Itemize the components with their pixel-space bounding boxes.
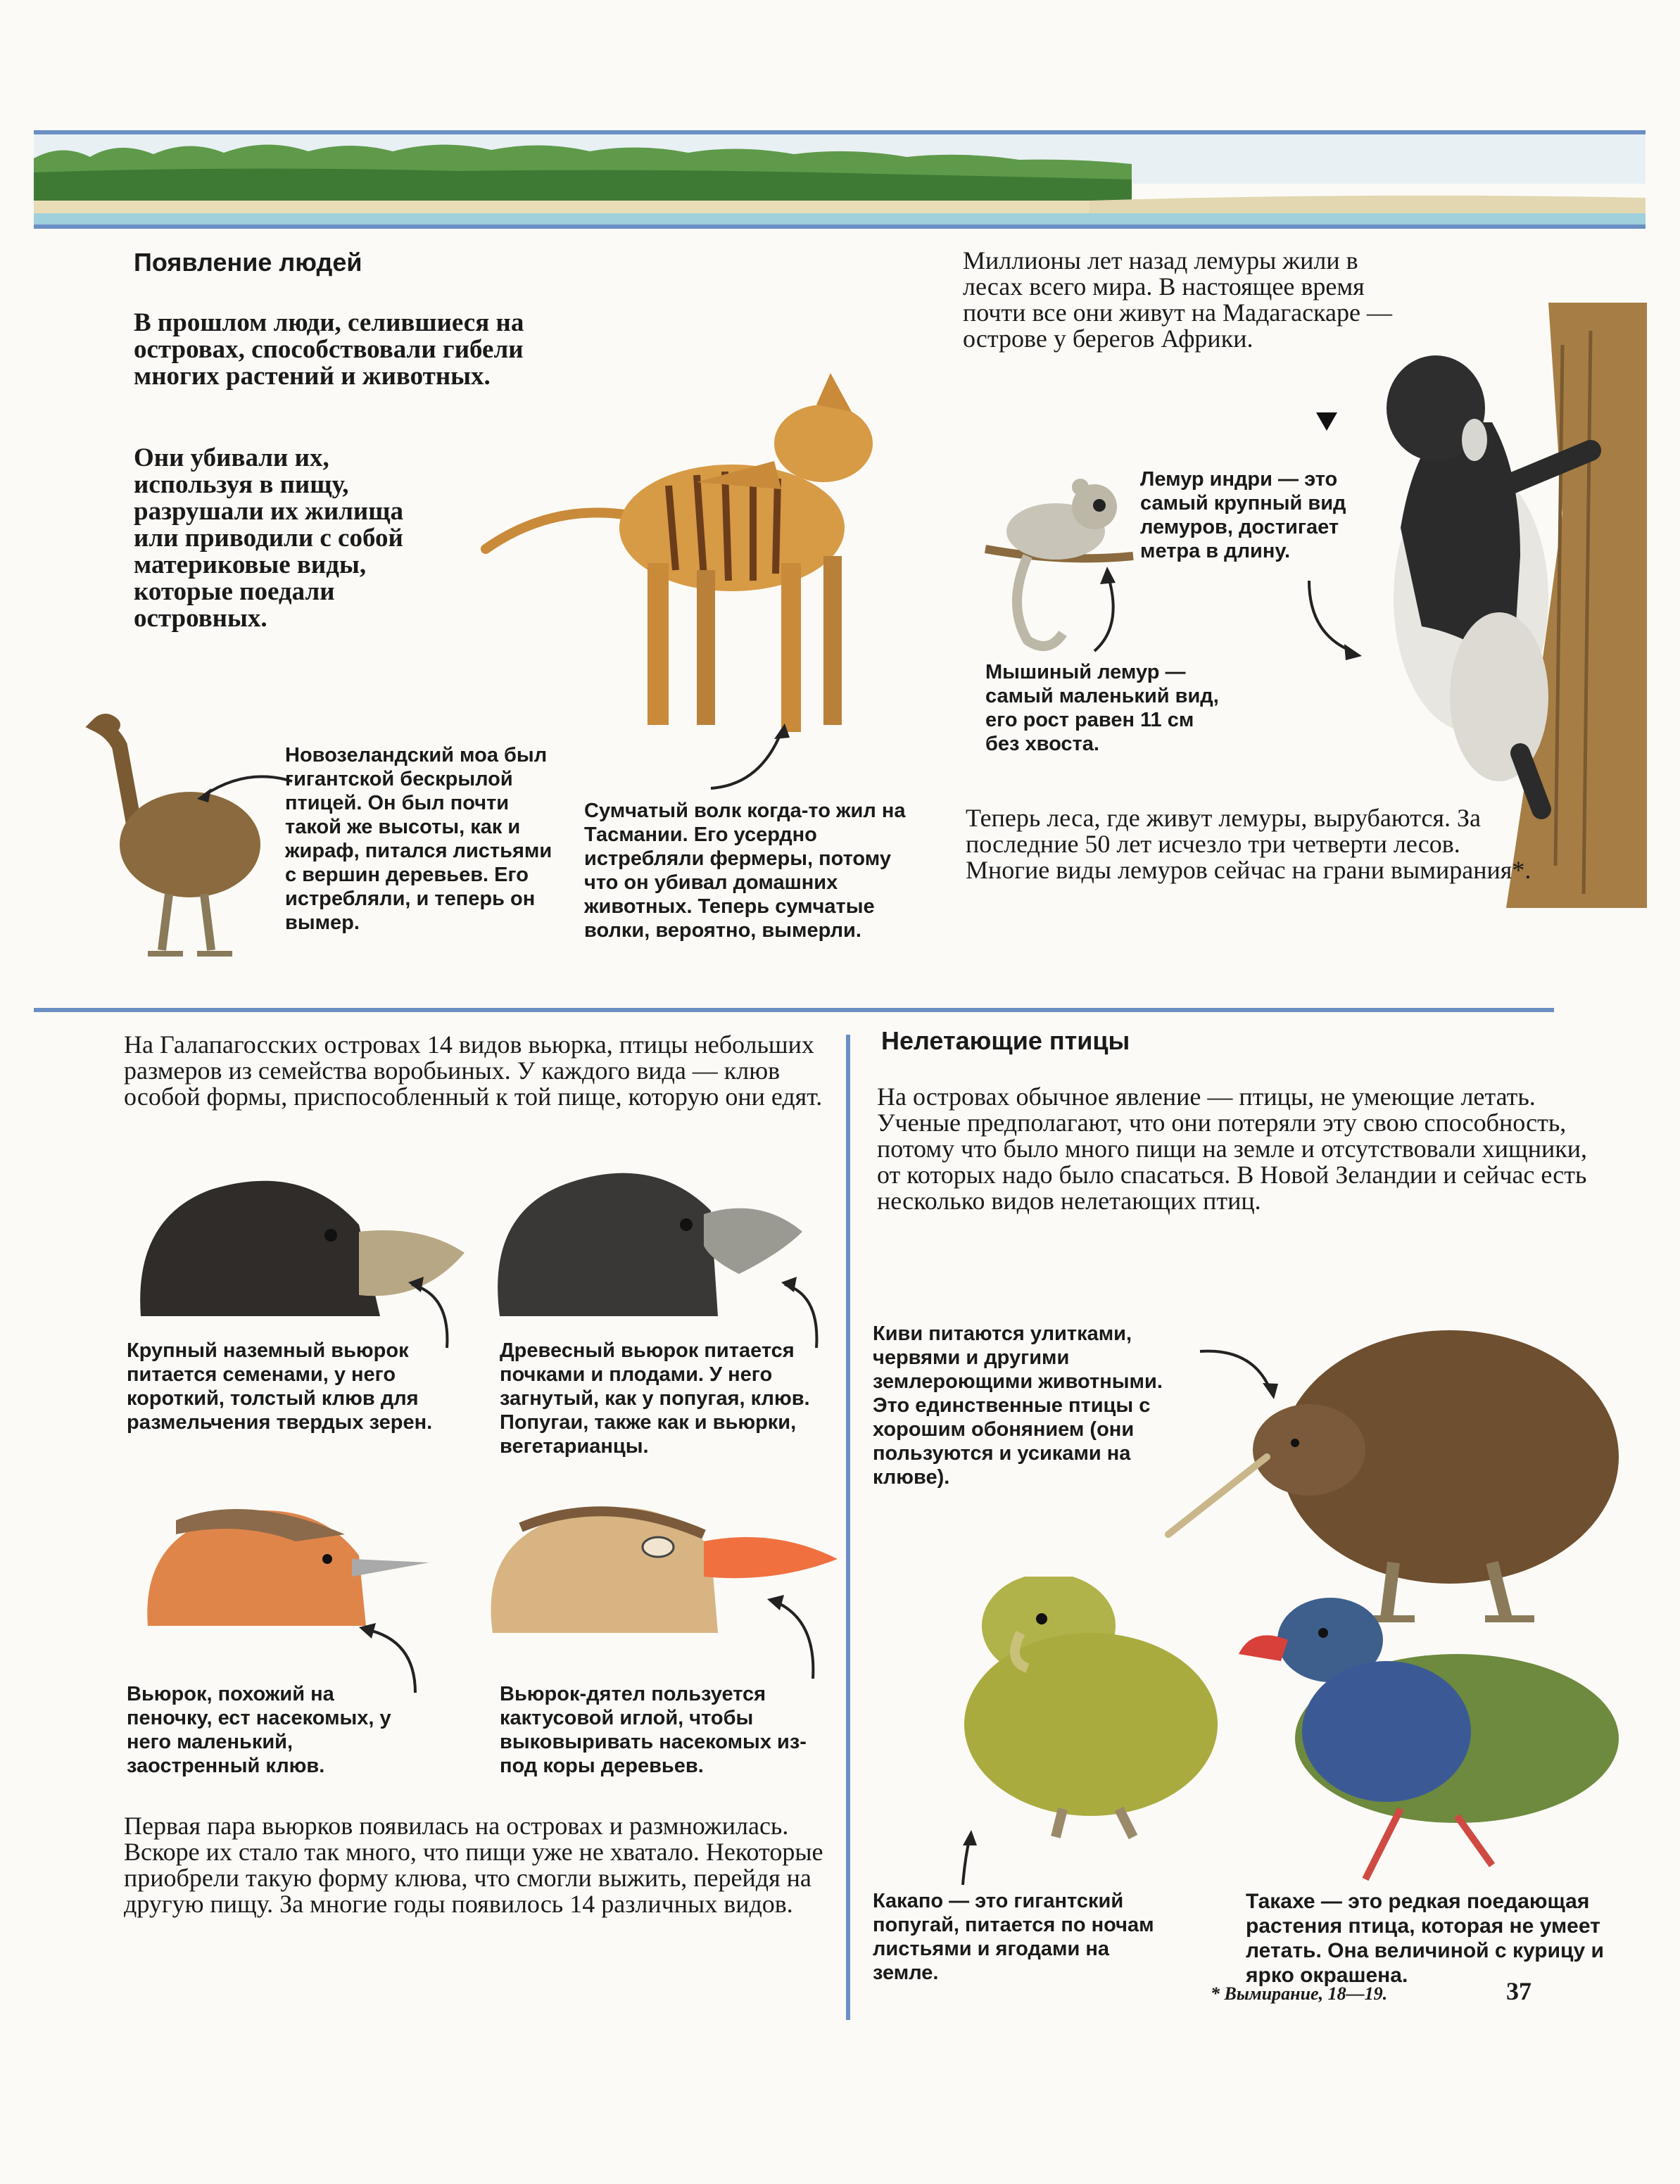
wolf-arrow-icon xyxy=(704,718,795,795)
thylacine-illustration xyxy=(457,338,978,746)
lemurs-footer: Теперь леса, где живут лемуры, вырубаются. За последние 50 лет исчезло три четверти лесов. Многие виды лемуров сейчас на грани вымирания*. xyxy=(966,804,1531,884)
mouse-lemur-caption: Мышиный лемур — самый маленький вид, его рост равен 11 см без хвоста. xyxy=(985,661,1219,755)
moa-caption: Новозеландский моа был гигантской бескрылой птицей. Он был почти такой же высоты, как и жираф, питался листьями с вершин деревьев. Его истребляли, и теперь он вымер. xyxy=(285,744,552,934)
tree-finch-illustration xyxy=(486,1154,823,1323)
section-heading-humans: Появление людей xyxy=(134,248,362,277)
kakapo-illustration xyxy=(936,1577,1267,1844)
takahe-caption: Такахе — это редкая поедающая растения птица, которая не умеет летать. Она величиной с курицу и ярко окрашена. xyxy=(1246,1890,1604,1987)
lemurs-intro: Миллионы лет назад лемуры жили в лесах всего мира. В настоящее время почти все они живут на Мадагаскаре — острове у берегов Африки. xyxy=(963,246,1392,353)
woodpecker-finch-caption: Вьюрок-дятел пользуется кактусовой иглой, чтобы выковыривать насекомых из-под коры деревьев. xyxy=(500,1683,807,1777)
column-divider xyxy=(846,1035,850,2020)
indri-caption: Лемур индри — это самый крупный вид лемуров, достигает метра в длину. xyxy=(1140,468,1346,562)
kiwi-caption: Киви питаются улитками, червями и другими землероющими животными. Это единственные птицы с хорошим обонянием (они пользуются и усиками на клюве). xyxy=(873,1323,1163,1489)
kakapo-caption: Какапо — это гигантский попугай, питается по ночам листьями и ягодами на земле. xyxy=(873,1890,1154,1984)
mouse-lemur-arrow-icon xyxy=(1087,563,1130,655)
section-heading-flightless: Нелетающие птицы xyxy=(881,1026,1130,1055)
wolf-caption: Сумчатый волк когда-то жил на Тасмании. Его усердно истребляли фермеры, потому что он убивал домашних животных. Теперь сумчатые волки, вероятно, вымерли. xyxy=(584,800,906,942)
ground-finch-caption: Крупный наземный вьюрок питается семенами, у него короткий, толстый клюв для размельчения твердых зерен. xyxy=(127,1339,433,1434)
down-triangle-icon xyxy=(1316,412,1337,431)
takahe-illustration xyxy=(1225,1591,1619,1886)
flightless-intro: На островах обычное явление — птицы, не умеющие летать. Ученые предполагают, что они потеряли эту свою способность, потому что было много пищи на земле и отсутствовали хищники, от которых надо было спасаться. В Новой Зеландии и сейчас есть несколько видов нелетающих птиц. xyxy=(877,1082,1588,1215)
finches-intro: На Галапагосских островах 14 видов вьюрка, птицы небольших размеров из семейства воробьиных. У каждого вида — клюв особой формы, приспособленный к той пище, которую они едят. xyxy=(124,1030,823,1111)
humans-body: Они убивали их, используя в пищу, разрушали их жилища или приводили с собой материковые виды, которые поедали островных. xyxy=(134,443,403,633)
landscape-illustration xyxy=(34,130,1646,229)
warbler-finch-caption: Вьюрок, похожий на пеночку, ест насекомых, у него маленький, заостренный клюв. xyxy=(127,1683,391,1777)
warbler-finch-illustration xyxy=(134,1492,443,1633)
tree-finch-caption: Древесный вьюрок питается почками и плодами. У него загнутый, как у попугая, клюв. Попугаи, также как и вьюрки, вегетарианцы. xyxy=(500,1339,810,1458)
footnote: * Вымирание, 18—19. xyxy=(1211,1983,1388,2004)
page-number: 37 xyxy=(1506,1977,1531,2005)
top-banner xyxy=(34,130,1646,229)
section-divider xyxy=(34,1008,1554,1012)
woodpecker-finch-arrow-icon xyxy=(767,1591,823,1682)
moa-illustration xyxy=(84,704,282,971)
finches-footer: Первая пара вьюрков появилась на островах и размножилась. Вскоре их стало так много, что пищи уже не хватало. Некоторые приобрели такую форму клюва, что смогли выжить, перейдя на другую пищу. За многие годы появилось 14 различных видов. xyxy=(124,1812,823,1918)
humans-intro: В прошлом люди, селившиеся на островах, способствовали гибели многих растений и животных. xyxy=(134,308,524,391)
moa-arrow-icon xyxy=(190,767,296,809)
kakapo-arrow-icon xyxy=(954,1830,983,1886)
indri-arrow-icon xyxy=(1302,577,1365,662)
